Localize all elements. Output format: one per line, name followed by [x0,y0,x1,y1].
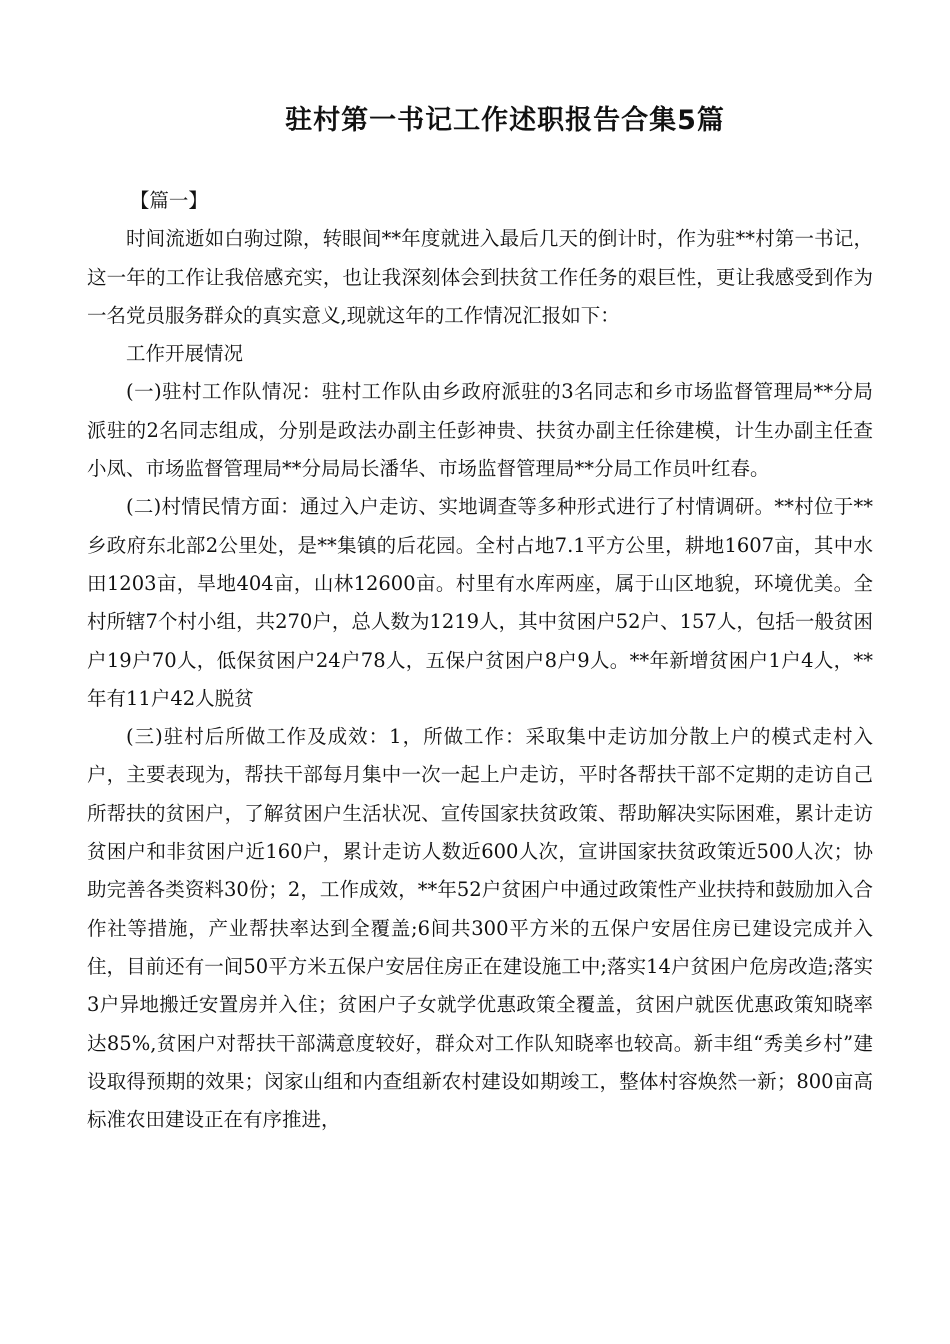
paragraph-village-situation: (二)村情民情方面：通过入户走访、实地调查等多种形式进行了村情调研。**村位于**乡政府东北部2公里处，是**集镇的后花园。全村占地7.1平方公里，耕地1607亩，其中水田1203亩，旱地404亩，山林12600亩。村里有水库两座，属于山区地貌，环境优美。全村所辖7个村小组，共270户，总人数为1219人，其中贫困户52户、157人，包括一般贫困户19户70人，低保贫困户24户78人，五保户贫困户8户9人。**年新增贫困户1户4人，**年有11户42人脱贫 [87,495,873,710]
intro-paragraph: 时间流逝如白驹过隙，转眼间**年度就进入最后几天的倒计时，作为驻**村第一书记，这一年的工作让我倍感充实，也让我深刻体会到扶贫工作任务的艰巨性，更让我感受到作为一名党员服务群众的真实意义,现就这年的工作情况汇报如下： [87,227,873,327]
paragraph-work-results: (三)驻村后所做工作及成效：1，所做工作：采取集中走访加分散上户的模式走村入户，主要表现为，帮扶干部每月集中一次一起上户走访，平时各帮扶干部不定期的走访自己所帮扶的贫困户，了解贫困户生活状况、宣传国家扶贫政策、帮助解决实际困难，累计走访贫困户和非贫困户近160户，累计走访人数近600人次，宣讲国家扶贫政策近500人次；协助完善各类资料30份；2，工作成效，**年52户贫困户中通过政策性产业扶持和鼓励加入合作社等措施，产业帮扶率达到全覆盖;6间共300平方米的五保户安居住房已建设完成并入住，目前还有一间50平方米五保户安居住房正在建设施工中;落实14户贫困户危房改造;落实3户异地搬迁安置房并入住；贫困户子女就学优惠政策全覆盖，贫困户就医优惠政策知晓率达85%,贫困户对帮扶干部满意度较好，群众对工作队知晓率也较高。新丰组“秀美乡村”建设取得预期的效果；闵家山组和内查组新农村建设如期竣工，整体村容焕然一新；800亩高标准农田建设正在有序推进， [87,725,873,1132]
document-title: 驻村第一书记工作述职报告合集5篇 [285,105,725,136]
section-heading-part-one: 【篇一】 [129,189,208,212]
subheading-work-progress: 工作开展情况 [126,342,244,366]
document-body [87,182,873,1139]
paragraph-work-team: (一)驻村工作队情况：驻村工作队由乡政府派驻的3名同志和乡市场监督管理局**分局派驻的2名同志组成，分别是政法办副主任彭神贵、扶贫办副主任徐建模，计生办副主任查小凤、市场监督管理局**分局局长潘华、市场监督管理局**分局工作员叶红春。 [87,380,873,481]
